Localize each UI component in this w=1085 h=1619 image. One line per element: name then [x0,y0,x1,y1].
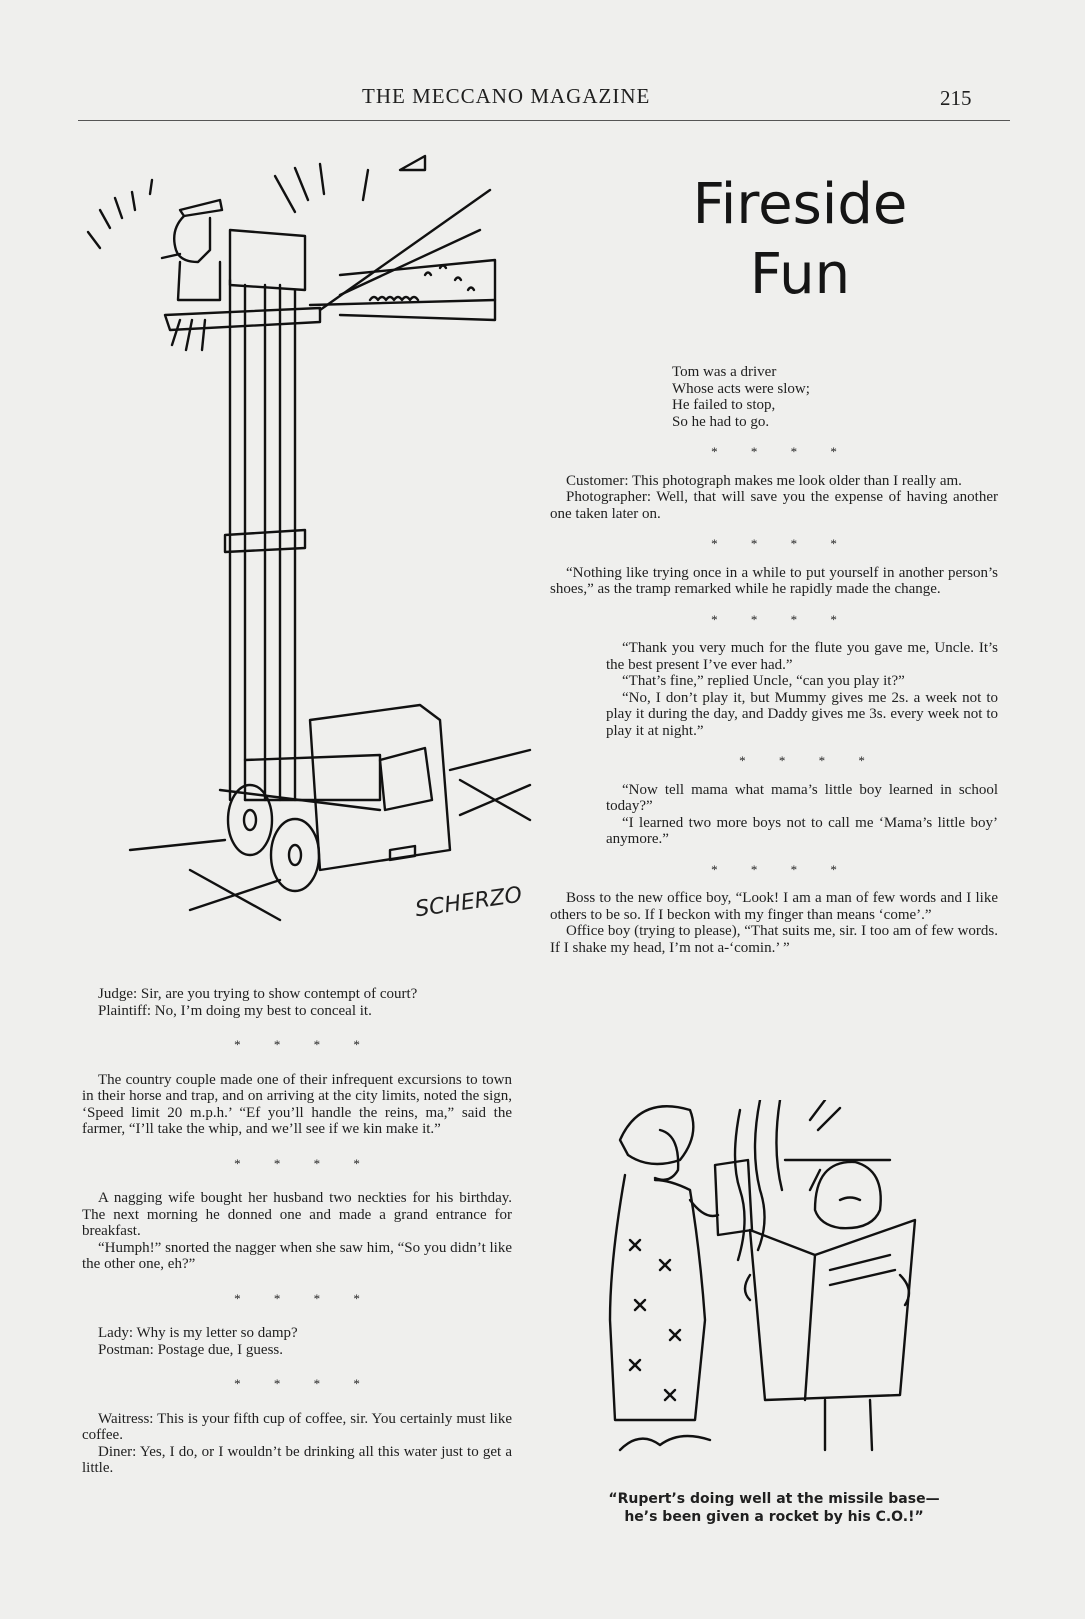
husband-legs [825,1400,872,1450]
joke-paragraph: “No, I don’t play it, but Mummy gives me 2s. a week not to play it during the day, and Daddy gives me 3s. every week not to play it at night.” [606,689,998,739]
carriage [230,230,305,290]
joke-paragraph: Lady: Why is my letter so damp? [98,1325,298,1341]
separator: * * * * [234,1290,360,1306]
motion-mark [100,210,110,228]
curtain [735,1110,745,1260]
floor-line [130,840,225,850]
newspaper-fold [805,1255,815,1400]
joke-paragraph: Diner: Yes, I do, or I wouldn’t be drinking all this water just to get a little. [82,1443,512,1476]
verse-line: Tom was a driver [672,364,777,380]
motion-mark [320,164,324,194]
separator: * * * * [234,1376,360,1391]
speed-mark [810,1100,840,1130]
driver-legs [172,320,205,350]
separator: * * * * [711,444,837,459]
motion-mark [150,180,152,194]
separator: * * * * [711,611,837,627]
joke-paragraph: Postman: Postage due, I guess. [98,1341,283,1358]
joke-paragraph: Plaintiff: No, I’m doing my best to conceal it. [98,1002,372,1019]
wheel [228,785,272,855]
joke-paragraph: Customer: This photograph makes me look older than I really am. [566,472,962,489]
joke-paragraph: “Humph!” snorted the nagger when she saw him, “So you didn’t like the other one, eh?” [82,1239,512,1272]
verse [672,364,998,430]
platform [165,308,320,330]
husband-hand [745,1275,909,1305]
joke-paragraph: Judge: Sir, are you trying to show contempt of court? [98,986,418,1002]
cartoon-caption: “Rupert’s doing well at the missile base—he’s been given a rocket by his C.O.!” [608,1491,940,1525]
driver-cigar [162,254,180,258]
joke-block [606,640,998,848]
motion-mark [363,170,368,200]
title-line-2: Fun [749,242,851,307]
forklift-cartoon [80,150,540,940]
verse-line: So he had to go. [672,413,770,430]
wife-face [655,1130,678,1180]
page-number: 215 [940,86,972,110]
wife-body [610,1175,705,1420]
header-rule [78,120,1010,121]
joke-paragraph: “I learned two more boys not to call me ‘Mama’s little boy’ anymore.” [606,814,998,847]
joke-paragraph: Boss to the new office boy, “Look! I am a man of few words and I like others to be so. If I beckon with my finger than means ‘come’.” [550,890,998,923]
couple-cartoon [600,1100,960,1480]
verse-line: He failed to stop, [672,397,776,413]
joke-paragraph: Office boy (trying to please), “That suits me, sir. I too am of few words. If I shake my head, I’m not a-‘comin.’ ” [550,923,998,956]
joke-paragraph: “Thank you very much for the flute you gave me, Uncle. It’s the best present I’ve ever had.” [606,640,998,673]
newspaper [750,1220,915,1400]
verse-line: Whose acts were slow; [672,380,810,397]
flag [400,156,425,170]
driver-body [178,262,220,300]
husband-frown [840,1198,860,1201]
wife-dress-pattern [630,1240,680,1400]
wife-letter [715,1160,752,1235]
separator: * * * * [234,1037,360,1052]
wheel [244,810,256,830]
floor-mark [460,780,530,820]
joke-paragraph: Waitress: This is your fifth cup of coffee, sir. You certainly must like coffee. [82,1410,512,1443]
boxes [370,297,418,300]
motion-mark [275,176,295,212]
wife-hair [620,1106,693,1164]
joke-paragraph: “Now tell mama what mama’s little boy learned in school today?” [606,781,998,814]
separator: * * * * [711,861,837,877]
truck-window [380,748,432,810]
artist-signature [620,1436,710,1450]
floor-mark [190,870,280,920]
right-column [550,364,998,956]
title-line-1: Fireside [692,172,908,237]
floor-line [450,750,530,770]
driver-cap [180,200,222,216]
joke-paragraph: A nagging wife bought her husband two neckties for his birthday. The next morning he donned one and made a grand entrance for breakfast. [82,1190,512,1239]
motion-mark [115,198,122,218]
joke-paragraph: “Nothing like trying once in a while to put yourself in another person’s shoes,” as the tramp remarked while he rapidly made the change. [550,564,998,597]
newspaper-text [830,1255,895,1285]
motion-mark [132,192,135,210]
page-title [640,170,960,310]
motion-mark [88,232,100,248]
curtain [755,1100,765,1250]
joke-paragraph: The country couple made one of their infrequent excursions to town in their horse and trap, and on arriving at the city limits, noted the sign, ‘Speed limit 20 m.p.h.’ “Ef you’ll handle the reins, ma,” said the farmer, “I’ll take the whip, and we’ll see if we kin make it.” [82,1071,512,1137]
curtain [776,1100,782,1190]
separator: * * * * [739,753,865,768]
husband-head [815,1162,881,1228]
running-head: THE MECCANO MAGAZINE [362,84,651,108]
cartoon-signature: SCHERZO [413,882,524,923]
joke-paragraph: “That’s fine,” replied Uncle, “can you play it?” [622,673,905,689]
shelf-box [340,260,495,320]
boxes [425,266,474,291]
separator: * * * * [234,1155,360,1171]
joke-paragraph: Photographer: Well, that will save you the expense of having another one taken later on. [550,489,998,522]
separator: * * * * [711,536,837,551]
motion-mark [295,168,308,200]
left-column [82,986,512,1477]
wheel [289,845,301,865]
